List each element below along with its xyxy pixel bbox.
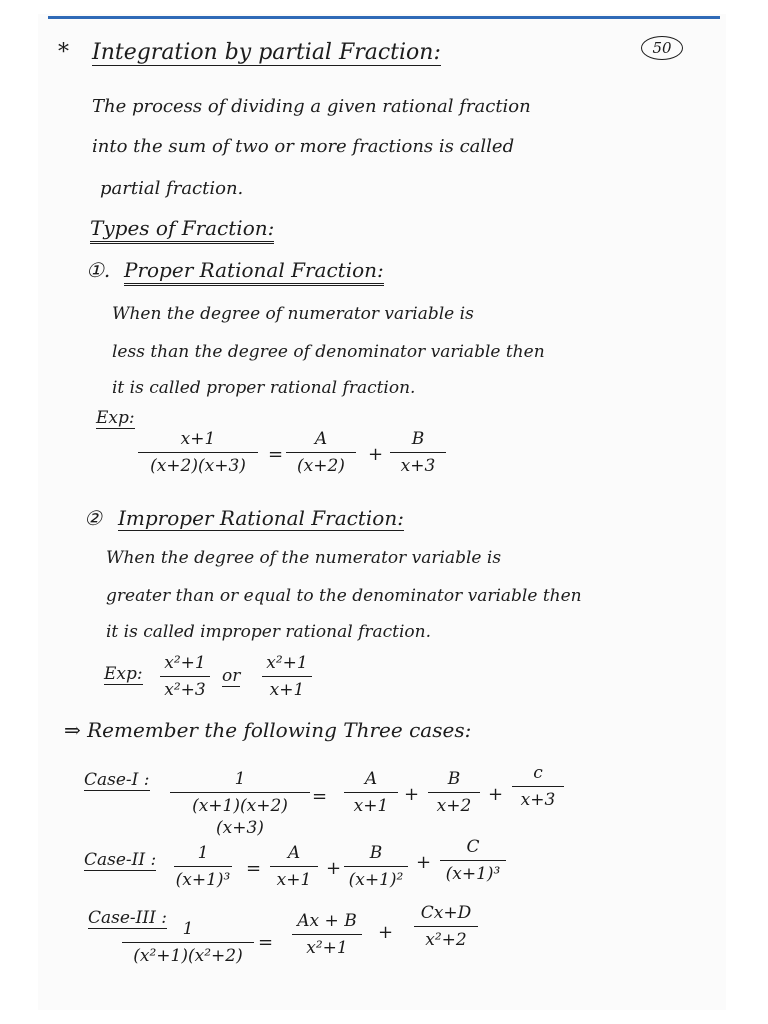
intro-line-1: The process of dividing a given rational fraction <box>92 96 531 117</box>
equals-sign: = <box>312 786 328 807</box>
fraction-numerator: A <box>364 769 378 789</box>
case-3-term-a <box>292 910 362 959</box>
page-top-edge <box>48 16 720 19</box>
title-marker: * <box>58 40 69 65</box>
case-3-term-b <box>414 902 478 951</box>
plus-sign: + <box>404 784 420 805</box>
fraction-denominator: x+3 <box>400 456 436 476</box>
case-1-term-b <box>428 768 480 817</box>
intro-line-3: partial fraction. <box>100 178 244 199</box>
proper-line-2: less than the degree of denominator variable then <box>112 342 545 362</box>
case-1-lhs <box>170 768 310 839</box>
fraction-numerator: B <box>447 769 461 789</box>
proper-example-lhs <box>138 428 258 477</box>
fraction-numerator: C <box>466 837 480 857</box>
equals-sign: = <box>258 932 274 953</box>
fraction-bar <box>344 792 398 793</box>
case-3-label: Case-III : <box>88 908 167 928</box>
fraction-numerator: 1 <box>234 769 246 789</box>
fraction-numerator: B <box>369 843 383 863</box>
case-2-lhs <box>174 842 232 891</box>
remember-heading: ⇒ Remember the following Three cases: <box>64 718 472 742</box>
case-1-term-a <box>344 768 398 817</box>
fraction-denominator: (x+2) <box>297 456 345 476</box>
fraction-bar <box>122 942 254 943</box>
fraction-numerator: Cx+D <box>420 903 472 923</box>
fraction-numerator: B <box>411 429 425 449</box>
improper-line-3: it is called improper rational fraction. <box>106 622 432 642</box>
proper-example-term-a <box>286 428 356 477</box>
fraction-denominator: (x+1)(x+2)(x+3) <box>192 796 288 838</box>
plus-sign: + <box>378 922 394 943</box>
fraction-bar <box>138 452 258 453</box>
fraction-denominator: (x+1)² <box>348 870 404 890</box>
improper-exp-label: Exp: <box>104 664 143 684</box>
page-number: 50 <box>641 36 683 60</box>
fraction-bar <box>286 452 356 453</box>
fraction-denominator: (x+2)(x+3) <box>150 456 246 476</box>
case-2-term-c <box>440 836 506 885</box>
plus-sign: + <box>368 444 384 465</box>
fraction-numerator: c <box>533 763 543 783</box>
case-2-term-b <box>344 842 408 891</box>
case-3-lhs <box>122 918 254 967</box>
plus-sign: + <box>416 852 432 873</box>
case-1-label: Case-I : <box>84 770 150 790</box>
fraction-bar <box>174 866 232 867</box>
equals-sign: = <box>268 444 284 465</box>
improper-example-fraction-1 <box>160 652 210 701</box>
fraction-bar <box>428 792 480 793</box>
page-title: Integration by partial Fraction: <box>92 40 441 65</box>
plus-sign: + <box>488 784 504 805</box>
case-2-term-a <box>270 842 318 891</box>
types-heading: Types of Fraction: <box>90 216 274 244</box>
or-word: or <box>222 666 241 686</box>
fraction-numerator: 1 <box>197 843 209 863</box>
fraction-numerator: x+1 <box>180 429 216 449</box>
plus-sign: + <box>326 858 342 879</box>
fraction-bar <box>344 866 408 867</box>
fraction-numerator: 1 <box>182 919 194 939</box>
proper-exp-label: Exp: <box>96 408 135 428</box>
fraction-numerator: x²+1 <box>164 653 206 673</box>
proper-line-3: it is called proper rational fraction. <box>112 378 416 398</box>
fraction-denominator: x+1 <box>353 796 389 816</box>
fraction-denominator: x+3 <box>520 790 556 810</box>
case-2-label: Case-II : <box>84 850 157 870</box>
equals-sign: = <box>246 858 262 879</box>
fraction-denominator: (x+1)³ <box>445 864 501 884</box>
fraction-bar <box>440 860 506 861</box>
improper-line-2: greater than or equal to the denominator variable then <box>106 586 582 606</box>
improper-example-fraction-2 <box>262 652 312 701</box>
fraction-bar <box>414 926 478 927</box>
fraction-denominator: x+1 <box>276 870 312 890</box>
fraction-denominator: x+2 <box>436 796 472 816</box>
case-1-term-c <box>512 762 564 811</box>
fraction-bar <box>270 866 318 867</box>
fraction-denominator: x+1 <box>269 680 305 700</box>
fraction-denominator: x²+1 <box>306 938 348 958</box>
proper-heading: Proper Rational Fraction: <box>124 258 384 286</box>
fraction-numerator: A <box>287 843 301 863</box>
improper-marker: ② <box>84 506 102 530</box>
proper-line-1: When the degree of numerator variable is <box>112 304 474 324</box>
fraction-bar <box>292 934 362 935</box>
fraction-bar <box>170 792 310 793</box>
fraction-bar <box>160 676 210 677</box>
proper-marker: ①. <box>86 258 111 282</box>
fraction-numerator: Ax + B <box>297 911 357 931</box>
fraction-denominator: (x+1)³ <box>175 870 231 890</box>
proper-example-term-b <box>390 428 446 477</box>
improper-heading: Improper Rational Fraction: <box>118 506 404 530</box>
fraction-numerator: x²+1 <box>266 653 308 673</box>
fraction-bar <box>390 452 446 453</box>
fraction-bar <box>512 786 564 787</box>
intro-line-2: into the sum of two or more fractions is called <box>92 136 515 157</box>
fraction-denominator: (x²+1)(x²+2) <box>133 946 243 966</box>
fraction-bar <box>262 676 312 677</box>
fraction-numerator: A <box>314 429 328 449</box>
fraction-denominator: x²+3 <box>164 680 206 700</box>
improper-line-1: When the degree of the numerator variable is <box>106 548 502 568</box>
fraction-denominator: x²+2 <box>425 930 467 950</box>
